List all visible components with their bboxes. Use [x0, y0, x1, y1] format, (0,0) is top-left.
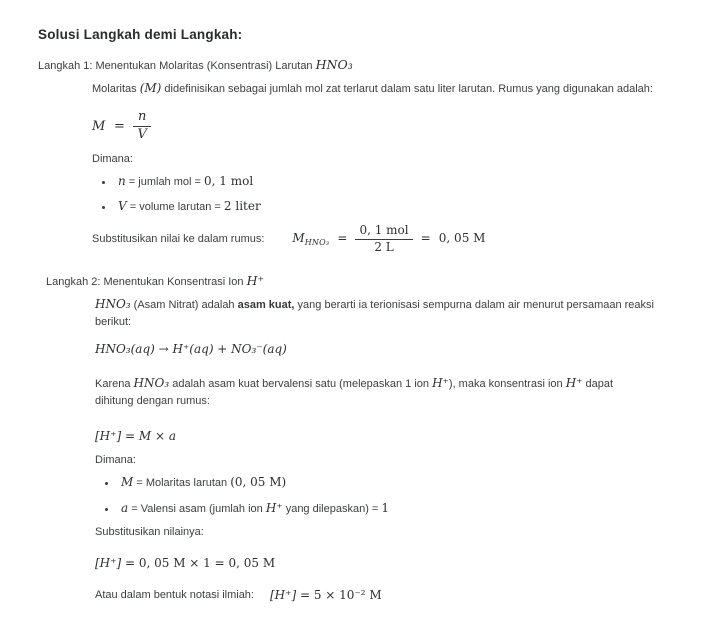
definition-value: 2 liter	[223, 199, 261, 214]
list-item	[117, 500, 673, 517]
page-title: Solusi Langkah demi Langkah:	[38, 27, 243, 42]
definition-text: = volume larutan =	[126, 201, 224, 214]
formula-lhs: [H⁺]	[95, 556, 122, 571]
formula-rest: = 0, 05 M × 1 = 0, 05 M	[121, 556, 276, 571]
definition-value: 0, 1 mol	[204, 173, 254, 188]
step-2-intro-paragraph	[95, 295, 655, 331]
hno3-symbol: HNO₃	[133, 376, 170, 391]
equals-sign: =	[113, 118, 125, 134]
paragraph-text: ), maka konsentrasi ion	[448, 378, 566, 391]
paragraph-text: yang berarti ia terionisasi sempurna dalam air menurut persamaan reaksi berikut:	[95, 299, 654, 329]
step-1-intro-paragraph	[92, 79, 673, 98]
formula-lhs: M	[292, 230, 305, 245]
substitution-label: Substitusikan nilainya:	[95, 526, 204, 539]
fraction	[133, 110, 150, 143]
step-1-heading-text: Langkah 1: Menentukan Molaritas (Konsentrasi) Larutan	[38, 60, 316, 72]
fraction-numerator: 0, 1 mol	[359, 222, 409, 237]
definition-text: = Molaritas larutan	[133, 477, 231, 490]
step-2-body	[95, 295, 673, 602]
formula-text: [H⁺] = M × a	[95, 429, 176, 444]
intro-text-pre: Molaritas	[92, 83, 140, 95]
chemical-equation: HNO₃(aq) → H⁺(aq) + NO₃⁻(aq)	[95, 342, 287, 357]
step-2-heading-formula: H⁺	[246, 273, 265, 289]
paragraph-text: dapat dihitung dengan rumus:	[95, 378, 614, 408]
paragraph-text: (Asam Nitrat) adalah	[130, 299, 238, 312]
step-1-heading-formula: HNO₃	[315, 57, 353, 72]
equals-sign: =	[337, 230, 348, 245]
variable-symbol: n	[118, 173, 126, 188]
h-plus-symbol: H⁺	[265, 500, 283, 515]
ionization-equation	[95, 340, 673, 358]
paragraph-text: Karena	[95, 378, 134, 391]
h-concentration-formula	[95, 427, 673, 445]
formula-result: 0, 05 M	[438, 230, 486, 245]
emphasized-text: asam kuat,	[237, 299, 295, 312]
variable-symbol: a	[121, 500, 129, 515]
equals-sign: =	[420, 230, 431, 245]
formula-subscript: HNO₃	[304, 237, 330, 247]
step-1-section	[38, 57, 673, 254]
formula-lhs: [H⁺]	[269, 588, 297, 603]
variable-definitions-list	[98, 173, 673, 216]
substitution-formula	[292, 224, 485, 255]
definition-text: = Valensi asam (jumlah ion	[128, 502, 266, 515]
definition-text: yang dilepaskan) =	[282, 502, 382, 515]
scientific-notation-row	[95, 588, 673, 602]
formula-rest: = 5 × 10⁻² M	[296, 588, 382, 603]
formula-lhs: M	[92, 118, 106, 134]
h-plus-symbol: H⁺	[565, 376, 583, 391]
list-item	[114, 198, 673, 215]
definition-value: 1	[381, 500, 390, 515]
fraction-denominator: V	[133, 126, 150, 143]
step-2-section	[38, 273, 673, 602]
variable-symbol: M	[121, 475, 134, 490]
variable-symbol: V	[118, 199, 127, 214]
step-1-heading	[38, 57, 673, 72]
fraction-numerator: n	[137, 109, 147, 125]
definition-text: = jumlah mol =	[125, 175, 204, 188]
substitution-row	[92, 224, 673, 255]
paragraph-text: adalah asam kuat bervalensi satu (melepaskan 1 ion	[169, 378, 433, 391]
scientific-notation-formula	[270, 588, 382, 602]
definition-value: (0, 05 M)	[230, 475, 287, 490]
step-2-heading-text: Langkah 2: Menentukan Konsentrasi Ion	[46, 276, 247, 289]
step-2-heading	[46, 273, 673, 288]
variable-definitions-list	[101, 474, 673, 517]
where-label: Dimana:	[92, 152, 133, 165]
hno3-symbol: HNO₃	[95, 297, 131, 312]
molarity-symbol: (M)	[139, 81, 162, 95]
where-label: Dimana:	[95, 454, 136, 467]
scientific-notation-label: Atau dalam bentuk notasi ilmiah:	[95, 589, 254, 602]
h-plus-symbol: H⁺	[432, 376, 449, 391]
step-2-explanation-paragraph	[95, 374, 651, 410]
step-1-body	[92, 79, 673, 254]
fraction	[355, 224, 412, 255]
list-item	[114, 173, 673, 190]
molarity-formula	[92, 110, 673, 143]
fraction-denominator: 2 L	[355, 239, 412, 255]
list-item	[117, 474, 673, 491]
intro-text-post: didefinisikan sebagai jumlah mol zat terlarut dalam satu liter larutan. Rumus yang digunakan adalah:	[161, 83, 653, 95]
substituted-formula	[95, 554, 673, 572]
substitution-label: Substitusikan nilai ke dalam rumus:	[92, 233, 265, 245]
